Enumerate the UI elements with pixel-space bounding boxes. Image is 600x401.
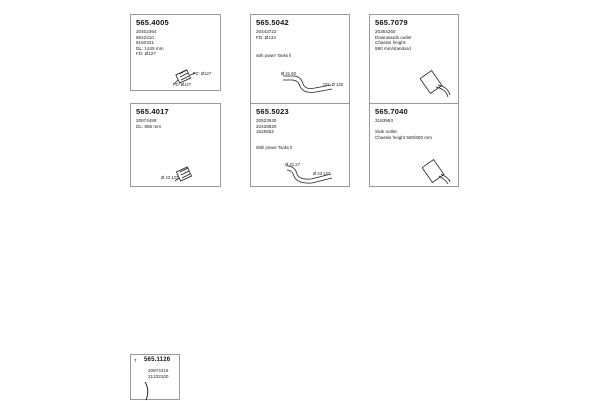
part-card-565-7079[interactable] [369,14,459,104]
fitment-note: With power Tanks ll [256,145,292,150]
part-details: 20523530 20428820 1625552 [256,118,277,135]
part-card-565-5023[interactable] [250,103,350,187]
clamp-icon [141,381,153,401]
part-card-565-5042[interactable] [250,14,350,104]
diameter-annotation: GD: Ø 128 [323,82,344,87]
part-card-565-4017[interactable] [130,103,221,187]
diameter-annotation: Ø 41 27 [285,162,300,167]
part-card-565-4005[interactable] [130,14,221,91]
tailpipe-silencer-icon [422,156,456,188]
part-details: 20364260 Downwards outlet Chassis height: 590 mm/standard [375,29,412,51]
item-index: 7 [134,358,137,363]
part-details: 20874418 21232100 [148,368,169,379]
part-number: 565.4005 [136,18,169,27]
part-number: 565.7040 [375,107,408,116]
part-card-565-7040[interactable] [369,103,459,187]
part-number: 565.1126 [144,357,171,363]
diameter-annotation: FD: Ø127 [173,82,192,87]
part-details: 20874489 DL: 985 mm [136,118,162,129]
diameter-annotation: Ø 43 127 [161,175,179,180]
fitment-note: with power Tanks ll [256,53,292,58]
diameter-annotation: Ø 43 127 [313,171,331,176]
part-details: 20443722 FD: Ø134 [256,29,277,40]
diameter-annotation: Ø 41 60 [281,71,296,76]
part-details: 3183953 Side outlet Chassis height 580/600 mm [375,118,432,140]
diameter-annotation: FD: Ø127 [193,71,212,76]
muffler-icon [171,65,216,91]
part-number: 565.4017 [136,107,169,116]
part-card-565-1126[interactable] [130,354,180,400]
part-number: 565.5023 [256,107,289,116]
part-details: 20402364 8642410 8150331 DL: 1445 mm FD: Ø127 [136,29,164,57]
tailpipe-silencer-icon [420,67,456,103]
part-number: 565.5042 [256,18,289,27]
part-number: 565.7079 [375,18,408,27]
